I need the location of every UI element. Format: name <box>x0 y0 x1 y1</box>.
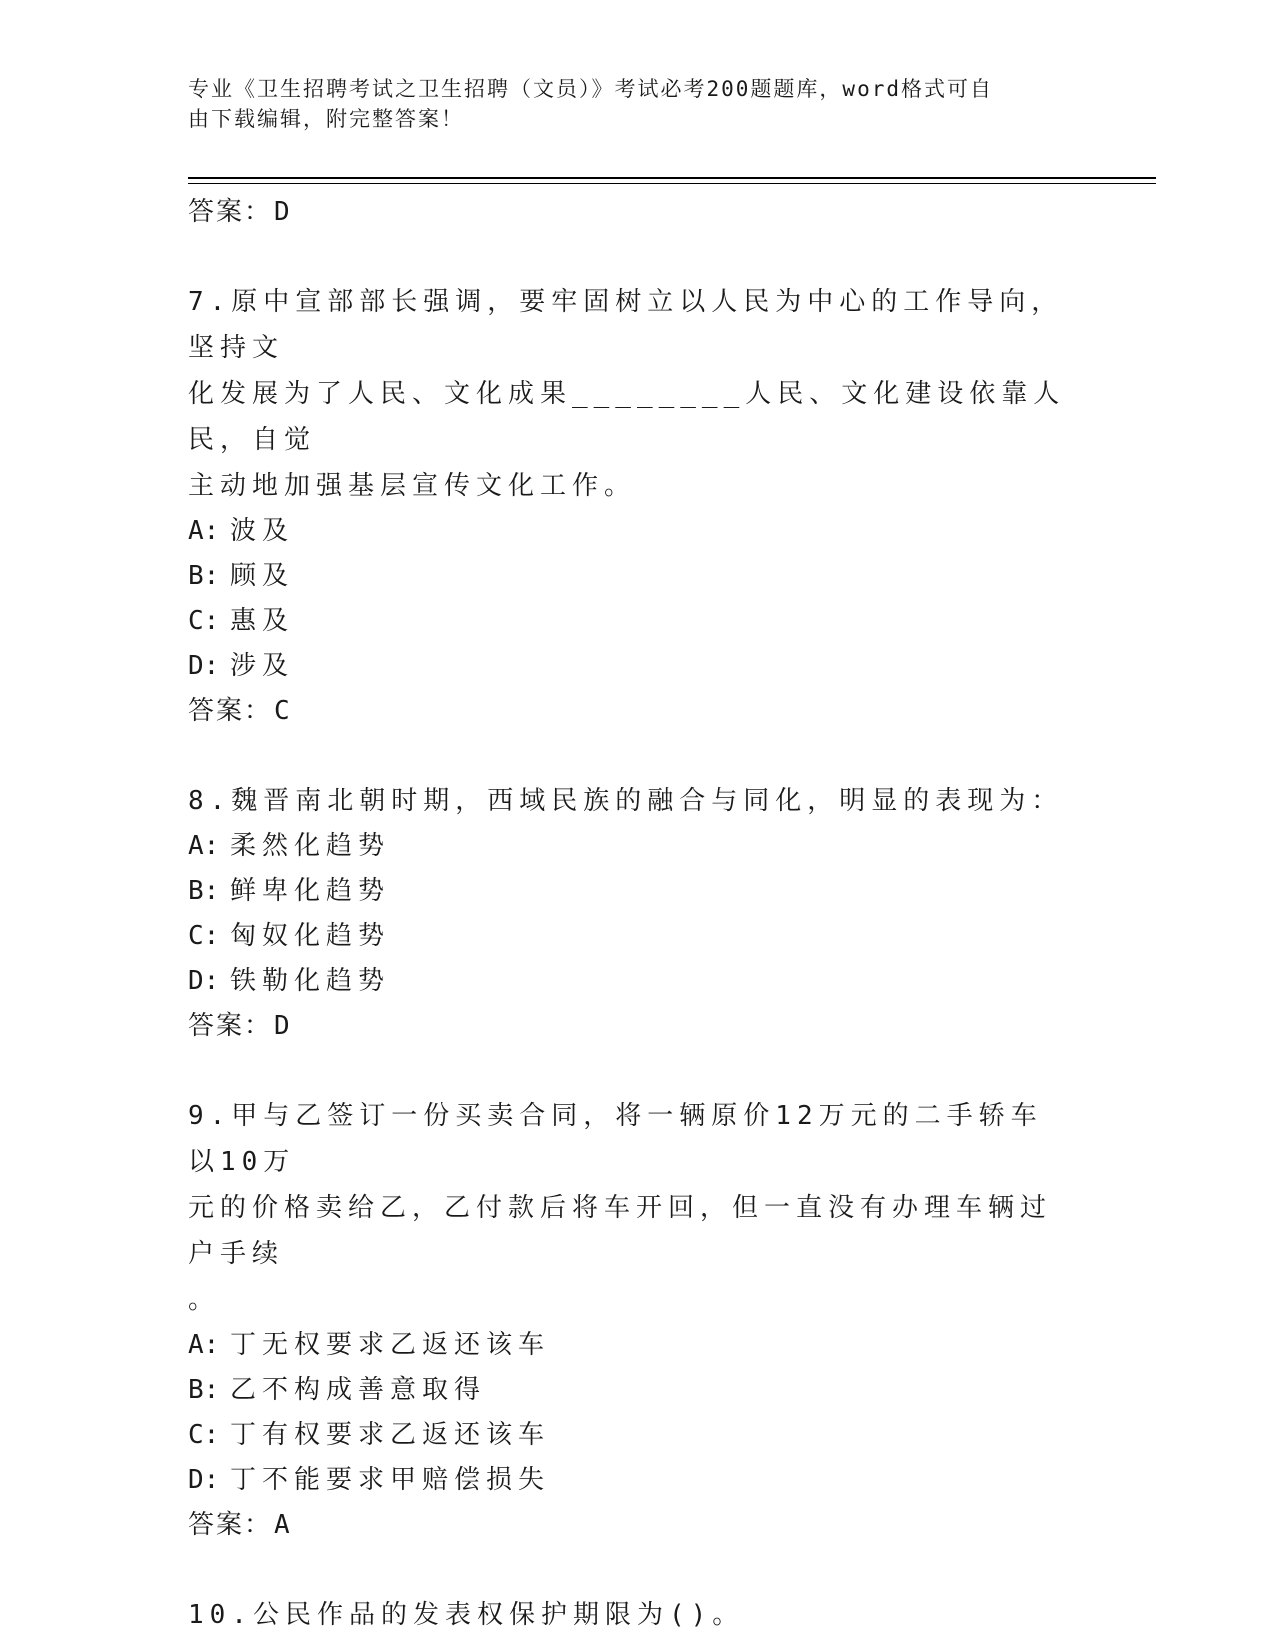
question-block <box>188 1093 1068 1548</box>
header-line-2: 由下载编辑，附完整答案！ <box>188 107 464 131</box>
option-text: 顾及 <box>230 561 295 591</box>
option-text: 匈奴化趋势 <box>230 921 391 951</box>
answer-label: 答案： <box>188 197 273 227</box>
answer-line <box>188 1503 1068 1548</box>
option-text: 丁不能要求甲赔偿损失 <box>230 1465 551 1495</box>
question-block <box>188 279 1068 734</box>
option-letter: A: <box>188 831 220 861</box>
stem-line: 9.甲与乙签订一份买卖合同，将一辆原价12万元的二手轿车以10万 <box>188 1101 1043 1177</box>
option-a <box>188 509 1068 554</box>
option-text: 柔然化趋势 <box>230 831 391 861</box>
answer-line <box>188 689 1068 734</box>
header-rule-thin <box>188 183 1156 184</box>
answer-line <box>188 190 1068 235</box>
stem-line: 元的价格卖给乙，乙付款后将车开回，但一直没有办理车辆过户手续 <box>188 1193 1053 1269</box>
option-letter: B: <box>188 1375 220 1405</box>
stem-line: 主动地加强基层宣传文化工作。 <box>188 471 637 501</box>
option-letter: D: <box>188 966 220 996</box>
option-d <box>188 1458 1068 1503</box>
spacer <box>188 1548 1068 1592</box>
option-letter: C: <box>188 921 220 951</box>
option-b <box>188 869 1068 914</box>
option-c <box>188 599 1068 644</box>
stem-line: 化发展为了人民、文化成果________人民、文化建设依靠人民，自觉 <box>188 379 1066 455</box>
question-block <box>188 1592 1068 1638</box>
question-stem <box>188 778 1068 824</box>
option-text: 波及 <box>230 516 295 546</box>
option-letter: B: <box>188 561 220 591</box>
stem-line: 。 <box>188 1285 221 1315</box>
answer-value: D <box>274 197 292 227</box>
answer-label: 答案： <box>188 696 273 726</box>
option-text: 铁勒化趋势 <box>230 966 391 996</box>
option-text: 鲜卑化趋势 <box>230 876 391 906</box>
option-letter: A: <box>188 516 220 546</box>
document-header <box>188 74 1068 134</box>
option-d <box>188 959 1068 1004</box>
question-stem <box>188 1093 1068 1323</box>
stem-line: 10.公民作品的发表权保护期限为()。 <box>188 1600 745 1630</box>
question-stem <box>188 1592 1068 1638</box>
spacer <box>188 235 1068 279</box>
answer-label: 答案： <box>188 1011 273 1041</box>
option-b <box>188 554 1068 599</box>
option-a <box>188 824 1068 869</box>
answer-value: A <box>274 1510 292 1540</box>
option-letter: D: <box>188 651 220 681</box>
question-stem <box>188 279 1068 509</box>
option-b <box>188 1368 1068 1413</box>
option-text: 乙不构成善意取得 <box>230 1375 487 1405</box>
spacer <box>188 1049 1068 1093</box>
stem-line: 7.原中宣部部长强调，要牢固树立以人民为中心的工作导向，坚持文 <box>188 287 1064 363</box>
option-text: 惠及 <box>230 606 295 636</box>
question-list <box>188 190 1068 1638</box>
option-text: 丁无权要求乙返还该车 <box>230 1330 551 1360</box>
answer-label: 答案： <box>188 1510 273 1540</box>
option-c <box>188 914 1068 959</box>
option-c <box>188 1413 1068 1458</box>
option-a <box>188 1323 1068 1368</box>
option-letter: D: <box>188 1465 220 1495</box>
spacer <box>188 734 1068 778</box>
option-d <box>188 644 1068 689</box>
option-text: 涉及 <box>230 651 295 681</box>
option-letter: A: <box>188 1330 220 1360</box>
answer-value: C <box>274 696 292 726</box>
header-line-1: 专业《卫生招聘考试之卫生招聘（文员）》考试必考200题题库，word格式可自 <box>188 77 993 101</box>
header-rule-thick <box>188 177 1156 179</box>
answer-line <box>188 1004 1068 1049</box>
answer-value: D <box>274 1011 292 1041</box>
option-letter: B: <box>188 876 220 906</box>
option-text: 丁有权要求乙返还该车 <box>230 1420 551 1450</box>
option-letter: C: <box>188 606 220 636</box>
stem-line: 8.魏晋南北朝时期，西域民族的融合与同化，明显的表现为： <box>188 786 1064 816</box>
question-block <box>188 778 1068 1049</box>
option-letter: C: <box>188 1420 220 1450</box>
